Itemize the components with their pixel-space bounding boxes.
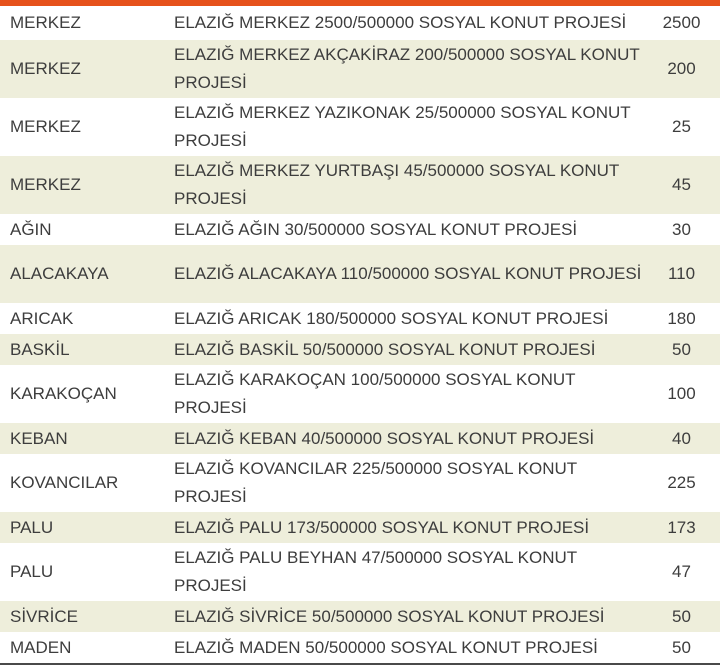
project-cell: ELAZIĞ PALU BEYHAN 47/500000 SOSYAL KONUT PROJESİ	[174, 548, 577, 595]
table-row	[0, 214, 720, 245]
count-cell: 45	[672, 175, 691, 194]
project-cell: ELAZIĞ MERKEZ AKÇAKİRAZ 200/500000 SOSYAL KONUT PROJESİ	[174, 45, 640, 92]
district-cell: KOVANCILAR	[10, 473, 119, 492]
district-cell: MERKEZ	[10, 117, 81, 136]
project-cell: ELAZIĞ AĞIN 30/500000 SOSYAL KONUT PROJESİ	[174, 219, 578, 239]
district-cell: SİVRİCE	[10, 606, 79, 626]
table-row	[0, 334, 720, 365]
district-cell: PALU	[10, 562, 54, 581]
table-row	[0, 98, 720, 156]
district-cell: MERKEZ	[10, 175, 81, 194]
district-cell: MERKEZ	[10, 13, 81, 32]
project-cell: ELAZIĞ KEBAN 40/500000 SOSYAL KONUT PROJESİ	[174, 428, 595, 448]
count-cell: 50	[672, 606, 691, 626]
count-cell: 200	[667, 59, 696, 78]
project-cell: ELAZIĞ MERKEZ YAZIKONAK 25/500000 SOSYAL KONUT PROJESİ	[174, 103, 631, 150]
table-row	[0, 601, 720, 632]
district-cell: MERKEZ	[10, 59, 81, 78]
district-cell: KEBAN	[10, 428, 68, 448]
district-cell: ALACAKAYA	[10, 264, 109, 283]
project-cell: ELAZIĞ SİVRİCE 50/500000 SOSYAL KONUT PROJESİ	[174, 606, 605, 626]
district-cell: AĞIN	[10, 219, 52, 239]
project-cell: ELAZIĞ KARAKOÇAN 100/500000 SOSYAL KONUT PROJESİ	[174, 370, 576, 417]
count-cell: 100	[667, 384, 696, 403]
count-cell: 40	[672, 428, 691, 448]
count-cell: 2500	[662, 13, 701, 32]
project-cell: ELAZIĞ PALU 173/500000 SOSYAL KONUT PROJESİ	[174, 517, 590, 537]
table-row	[0, 632, 720, 663]
table-row	[0, 40, 720, 98]
project-cell: ELAZIĞ MERKEZ 2500/500000 SOSYAL KONUT PROJESİ	[174, 13, 627, 32]
table-row	[0, 6, 720, 40]
table-row	[0, 423, 720, 454]
table-row	[0, 543, 720, 601]
district-cell: MADEN	[10, 637, 72, 657]
count-cell: 173	[667, 517, 696, 537]
table-row	[0, 156, 720, 214]
table-bottom-border	[0, 663, 720, 665]
table-row	[0, 303, 720, 334]
count-cell: 25	[672, 117, 691, 136]
project-cell: ELAZIĞ ARICAK 180/500000 SOSYAL KONUT PROJESİ	[174, 308, 609, 328]
project-cell: ELAZIĞ MERKEZ YURTBAŞI 45/500000 SOSYAL KONUT PROJESİ	[174, 161, 620, 208]
table-row	[0, 365, 720, 423]
count-cell: 225	[667, 473, 696, 492]
project-cell: ELAZIĞ KOVANCILAR 225/500000 SOSYAL KONUT PROJESİ	[174, 459, 577, 506]
housing-projects-table	[0, 6, 720, 663]
district-cell: PALU	[10, 517, 54, 537]
district-cell: ARICAK	[10, 308, 74, 328]
count-cell: 47	[672, 562, 691, 581]
table-row	[0, 512, 720, 543]
count-cell: 180	[667, 308, 696, 328]
district-cell: BASKİL	[10, 339, 70, 359]
table-row	[0, 245, 720, 303]
project-cell: ELAZIĞ BASKİL 50/500000 SOSYAL KONUT PROJESİ	[174, 339, 596, 359]
project-cell: ELAZIĞ MADEN 50/500000 SOSYAL KONUT PROJESİ	[174, 637, 598, 657]
count-cell: 50	[672, 637, 691, 657]
project-cell: ELAZIĞ ALACAKAYA 110/500000 SOSYAL KONUT PROJESİ	[174, 264, 642, 283]
table-row	[0, 454, 720, 512]
count-cell: 30	[672, 219, 691, 239]
count-cell: 50	[672, 339, 691, 359]
district-cell: KARAKOÇAN	[10, 384, 117, 403]
count-cell: 110	[667, 264, 696, 283]
